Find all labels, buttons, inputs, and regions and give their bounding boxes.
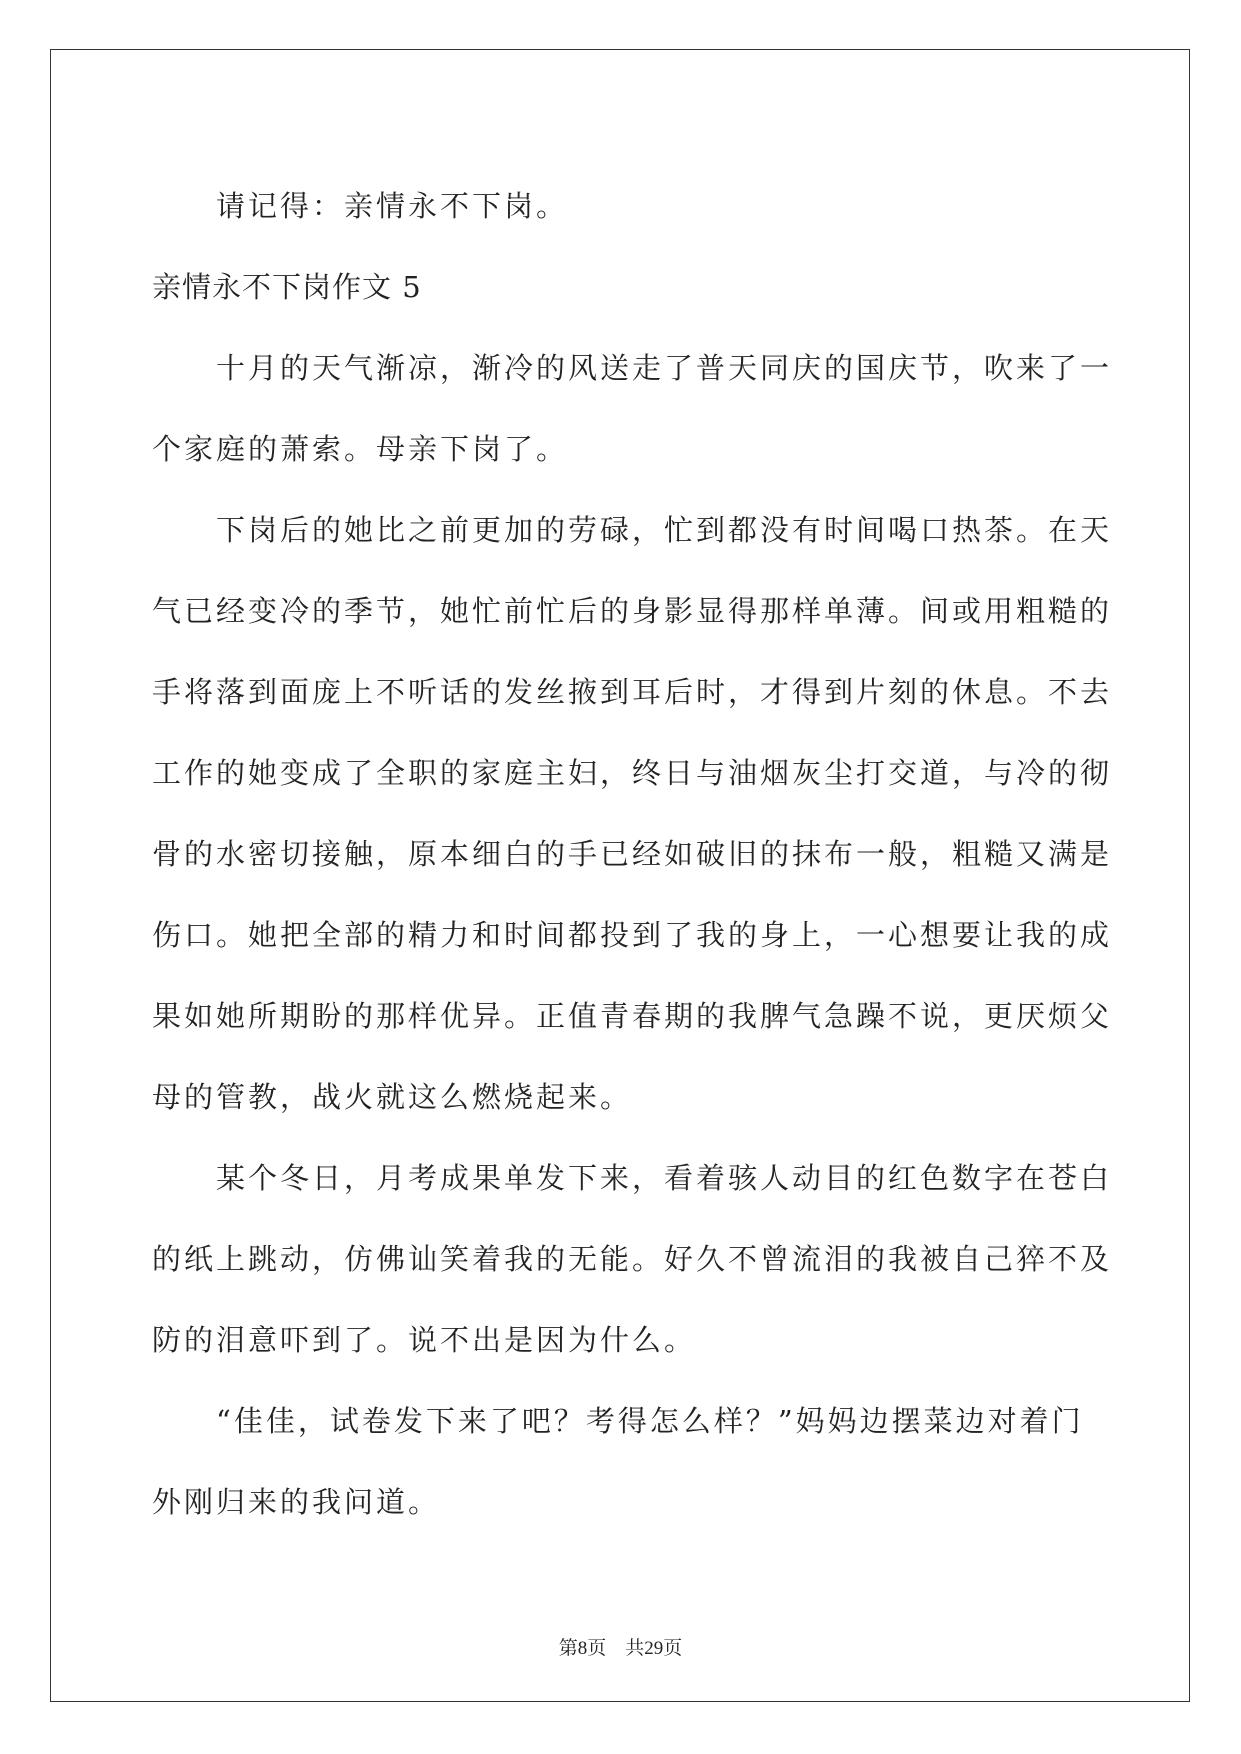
page-label-prefix: 第 [558,1638,578,1659]
paragraph-line: 外刚归来的我问道。 [152,1485,441,1519]
page-number: 8 [577,1638,588,1659]
paragraph-line: 某个冬日，月考成果单发下来，看着骇人动目的红色数字在苍白 [216,1161,1113,1195]
total-suffix: 页 [663,1638,683,1659]
paragraph-line: 母的管教，战火就这么燃烧起来。 [152,1080,633,1114]
paragraph-line: 工作的她变成了全职的家庭主妇，终日与油烟灰尘打交道，与冷的彻 [152,756,1113,790]
paragraph-line: 手将落到面庞上不听话的发丝掖到耳后时，才得到片刻的休息。不去 [152,675,1113,709]
paragraph-line: 防的泪意吓到了。说不出是因为什么。 [152,1323,697,1357]
paragraph-line: “佳佳，试卷发下来了吧？考得怎么样？”妈妈边摆菜边对着门 [216,1404,1084,1438]
total-prefix: 共 [625,1638,645,1659]
paragraph-line: 请记得：亲情永不下岗。 [216,189,569,223]
page-footer [0,1633,1241,1660]
page-label-suffix: 页 [587,1638,607,1659]
document-body [152,166,1113,1543]
total-pages: 29 [644,1638,664,1659]
paragraph-line: 个家庭的萧索。母亲下岗了。 [152,432,569,466]
paragraph-line: 十月的天气渐凉，渐冷的风送走了普天同庆的国庆节，吹来了一 [216,351,1113,385]
paragraph-line: 果如她所期盼的那样优异。正值青春期的我脾气急躁不说，更厌烦父 [152,999,1113,1033]
paragraph-line: 骨的水密切接触，原本细白的手已经如破旧的抹布一般，粗糙又满是 [152,837,1113,871]
paragraph-line: 下岗后的她比之前更加的劳碌，忙到都没有时间喝口热茶。在天 [216,513,1113,547]
section-heading: 亲情永不下岗作文 5 [152,270,422,304]
paragraph-line: 的纸上跳动，仿佛讪笑着我的无能。好久不曾流泪的我被自己猝不及 [152,1242,1113,1276]
paragraph-line: 气已经变冷的季节，她忙前忙后的身影显得那样单薄。间或用粗糙的 [152,594,1113,628]
paragraph-line: 伤口。她把全部的精力和时间都投到了我的身上，一心想要让我的成 [152,918,1113,952]
